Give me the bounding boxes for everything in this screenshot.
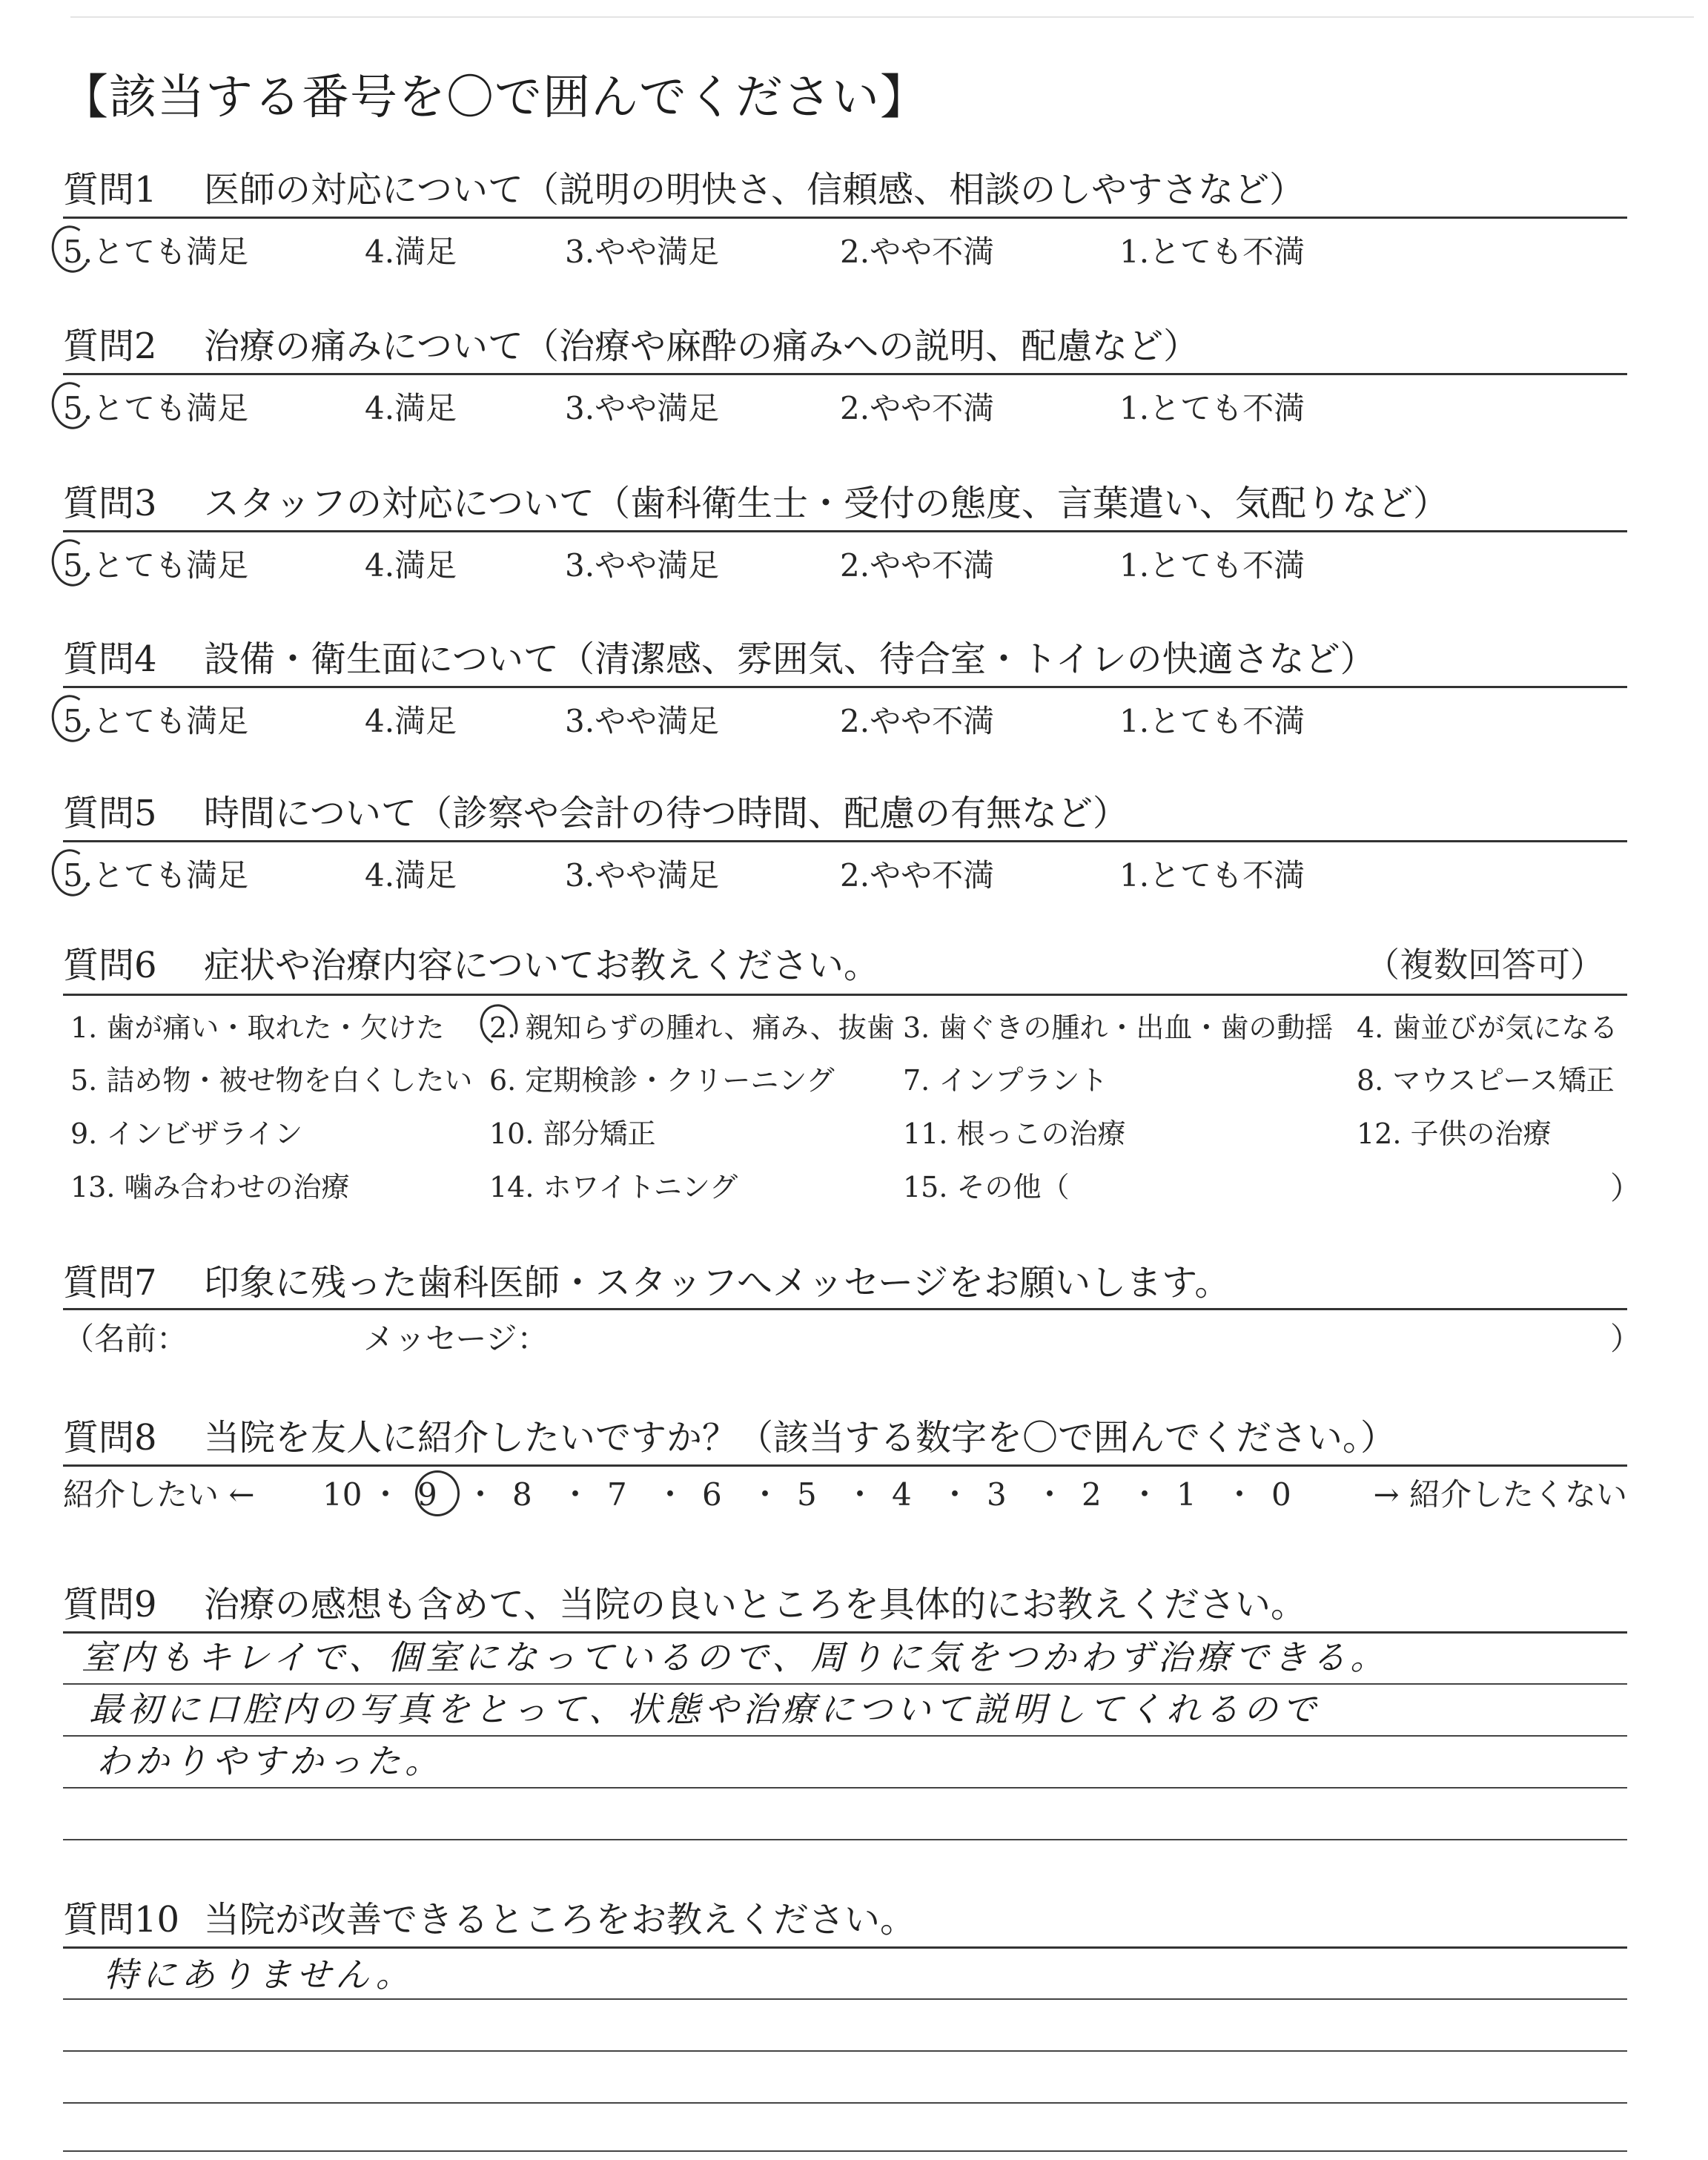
q8-scale-6[interactable]: 6 xyxy=(702,1476,722,1513)
q4-option-5[interactable]: 5.とても満足 xyxy=(63,703,249,739)
q8-scale-7[interactable]: 7 xyxy=(607,1476,627,1513)
q8-scale-separator: ・ xyxy=(1224,1476,1256,1513)
q7-message-label: メッセージ： xyxy=(363,1321,549,1357)
q8-scale-separator: ・ xyxy=(465,1476,497,1513)
q3-number: 質問3 xyxy=(63,483,157,524)
q6-text: 症状や治療内容についてお教えください。 xyxy=(204,945,880,986)
q3-option-4[interactable]: 4.満足 xyxy=(365,547,457,584)
q6-item-15[interactable]: 15. その他（ xyxy=(903,1171,1070,1203)
q6-item-14[interactable]: 14. ホワイトニング xyxy=(489,1171,738,1203)
q4-rule xyxy=(63,686,1627,688)
q9-answer-line-1 xyxy=(63,1683,1627,1685)
q8-right-label: → 紹介したくない xyxy=(1373,1476,1627,1513)
q4-number: 質問4 xyxy=(63,638,157,680)
top-edge-rule xyxy=(70,16,1694,18)
q10-handwritten-line-1: 特にありません。 xyxy=(104,1955,414,1995)
q9-number: 質問9 xyxy=(63,1584,157,1625)
q8-scale-9[interactable]: 9 xyxy=(417,1476,437,1513)
q8-scale-8[interactable]: 8 xyxy=(512,1476,532,1513)
q4-option-3[interactable]: 3.やや満足 xyxy=(565,703,720,739)
q8-referral-scale xyxy=(63,1476,1627,1516)
q1-option-4[interactable]: 4.満足 xyxy=(365,234,457,270)
q5-option-4[interactable]: 4.満足 xyxy=(365,857,457,894)
q8-scale-1[interactable]: 1 xyxy=(1176,1476,1196,1513)
q8-title xyxy=(63,1417,1397,1459)
q2-rule xyxy=(63,373,1627,375)
q6-rule xyxy=(63,994,1627,996)
q6-item-6[interactable]: 6. 定期検診・クリーニング xyxy=(489,1064,835,1097)
q8-scale-separator: ・ xyxy=(655,1476,686,1513)
q6-number: 質問6 xyxy=(63,945,157,986)
q5-option-2[interactable]: 2.やや不満 xyxy=(840,857,995,894)
q1-option-3[interactable]: 3.やや満足 xyxy=(565,234,720,270)
q6-item-2[interactable]: 2. 親知らずの腫れ、痛み、抜歯 xyxy=(489,1011,895,1044)
q3-text: スタッフの対応について（歯科衛生士・受付の態度、言葉遣い、気配りなど） xyxy=(204,483,1449,524)
q8-left-label: 紹介したい ← xyxy=(63,1476,255,1513)
q8-scale-3[interactable]: 3 xyxy=(987,1476,1007,1513)
q9-answer-line-4 xyxy=(63,1839,1627,1840)
q9-handwritten-line-2: 最初に口腔内の写真をとって、状態や治療について説明してくれるので xyxy=(89,1689,1321,1729)
q6-other-close-paren: ） xyxy=(1610,1170,1642,1206)
q9-rule xyxy=(63,1631,1627,1634)
q7-rule xyxy=(63,1308,1627,1310)
q7-number: 質問7 xyxy=(63,1262,157,1304)
page-title: 【該当する番号を〇で囲んでください】 xyxy=(61,70,928,125)
q2-option-1[interactable]: 1.とても不満 xyxy=(1119,390,1305,426)
q9-answer-line-2 xyxy=(63,1735,1627,1737)
q5-option-3[interactable]: 3.やや満足 xyxy=(565,857,720,894)
q6-item-10[interactable]: 10. 部分矯正 xyxy=(489,1117,656,1150)
q8-number: 質問8 xyxy=(63,1417,157,1459)
q8-text: 当院を友人に紹介したいですか？（該当する数字を〇で囲んでください。） xyxy=(204,1417,1397,1459)
q10-answer-line-4 xyxy=(63,2150,1627,2152)
q6-item-11[interactable]: 11. 根っこの治療 xyxy=(903,1117,1126,1150)
q1-title xyxy=(63,169,1305,211)
q8-scale-separator: ・ xyxy=(939,1476,971,1513)
q4-text: 設備・衛生面について（清潔感、雰囲気、待合室・トイレの快適さなど） xyxy=(204,638,1376,680)
q6-item-12[interactable]: 12. 子供の治療 xyxy=(1357,1117,1552,1150)
q3-title xyxy=(63,483,1449,524)
q2-option-3[interactable]: 3.やや満足 xyxy=(565,390,720,426)
q8-selection-circle xyxy=(415,1470,460,1516)
q2-option-4[interactable]: 4.満足 xyxy=(365,390,457,426)
q8-scale-2[interactable]: 2 xyxy=(1082,1476,1102,1513)
q10-title xyxy=(63,1899,916,1941)
q4-option-1[interactable]: 1.とても不満 xyxy=(1119,703,1305,739)
q8-scale-10[interactable]: 10 xyxy=(322,1476,363,1513)
q8-scale-separator: ・ xyxy=(844,1476,876,1513)
q9-handwritten-line-1: 室内もキレイで、個室になっているので、周りに気をつかわず治療できる。 xyxy=(82,1637,1389,1677)
q6-item-7[interactable]: 7. インプラント xyxy=(903,1064,1108,1097)
q6-item-4[interactable]: 4. 歯並びが気になる xyxy=(1357,1011,1618,1044)
q5-option-1[interactable]: 1.とても不満 xyxy=(1119,857,1305,894)
q7-name-label: （名前： xyxy=(63,1321,188,1357)
q2-number: 質問2 xyxy=(63,326,157,367)
q4-option-4[interactable]: 4.満足 xyxy=(365,703,457,739)
q2-text: 治療の痛みについて（治療や麻酔の痛みへの説明、配慮など） xyxy=(204,326,1199,367)
q2-title xyxy=(63,326,1199,367)
q6-item-1[interactable]: 1. 歯が痛い・取れた・欠けた xyxy=(70,1011,445,1044)
q2-option-2[interactable]: 2.やや不満 xyxy=(840,390,995,426)
q3-option-1[interactable]: 1.とても不満 xyxy=(1119,547,1305,584)
q6-item-8[interactable]: 8. マウスピース矯正 xyxy=(1357,1064,1615,1097)
q5-text: 時間について（診察や会計の待つ時間、配慮の有無など） xyxy=(204,793,1129,834)
q8-scale-separator: ・ xyxy=(1129,1476,1161,1513)
q8-scale-5[interactable]: 5 xyxy=(797,1476,817,1513)
q4-title xyxy=(63,638,1376,680)
q8-scale-separator: ・ xyxy=(749,1476,781,1513)
q9-handwritten-line-3: わかりやすかった。 xyxy=(96,1741,443,1781)
q2-option-5[interactable]: 5.とても満足 xyxy=(63,390,249,426)
q7-text: 印象に残った歯科医師・スタッフへメッセージをお願いします。 xyxy=(204,1262,1231,1304)
q6-title xyxy=(63,945,880,986)
q3-option-5[interactable]: 5.とても満足 xyxy=(63,547,249,584)
q1-number: 質問1 xyxy=(63,169,157,211)
q1-option-5[interactable]: 5.とても満足 xyxy=(63,234,249,270)
q1-option-1[interactable]: 1.とても不満 xyxy=(1119,234,1305,270)
q1-rule xyxy=(63,217,1627,219)
q3-option-2[interactable]: 2.やや不満 xyxy=(840,547,995,584)
q6-item-13[interactable]: 13. 噛み合わせの治療 xyxy=(70,1171,350,1203)
q9-answer-line-3 xyxy=(63,1787,1627,1789)
q10-answer-line-3 xyxy=(63,2102,1627,2104)
q8-scale-separator: ・ xyxy=(1034,1476,1066,1513)
q9-text: 治療の感想も含めて、当院の良いところを具体的にお教えください。 xyxy=(204,1584,1307,1625)
q10-answer-line-1 xyxy=(63,1998,1627,2000)
q3-rule xyxy=(63,530,1627,532)
q6-item-9[interactable]: 9. インビザライン xyxy=(70,1117,303,1150)
q6-item-3[interactable]: 3. 歯ぐきの腫れ・出血・歯の動揺 xyxy=(903,1011,1334,1044)
q3-option-3[interactable]: 3.やや満足 xyxy=(565,547,720,584)
q8-scale-separator: ・ xyxy=(560,1476,592,1513)
q8-scale-separator: ・ xyxy=(370,1476,402,1513)
q4-option-2[interactable]: 2.やや不満 xyxy=(840,703,995,739)
q5-rule xyxy=(63,840,1627,842)
q5-option-5[interactable]: 5.とても満足 xyxy=(63,857,249,894)
q6-multiple-answer-note: （複数回答可） xyxy=(1366,945,1604,985)
q5-title xyxy=(63,793,1129,834)
q1-option-2[interactable]: 2.やや不満 xyxy=(840,234,995,270)
q7-title xyxy=(63,1262,1231,1304)
q6-item-5[interactable]: 5. 詰め物・被せ物を白くしたい xyxy=(70,1064,473,1097)
q9-title xyxy=(63,1584,1307,1625)
q8-scale-0[interactable]: 0 xyxy=(1271,1476,1291,1513)
q1-text: 医師の対応について（説明の明快さ、信頼感、相談のしやすさなど） xyxy=(204,169,1305,211)
q7-close-paren: ） xyxy=(1610,1321,1642,1357)
q10-rule xyxy=(63,1946,1627,1949)
q10-number: 質問10 xyxy=(63,1899,180,1941)
q8-rule xyxy=(63,1464,1627,1467)
q8-scale-4[interactable]: 4 xyxy=(892,1476,912,1513)
q10-text: 当院が改善できるところをお教えください。 xyxy=(204,1899,916,1941)
q5-number: 質問5 xyxy=(63,793,157,834)
q10-answer-line-2 xyxy=(63,2050,1627,2052)
